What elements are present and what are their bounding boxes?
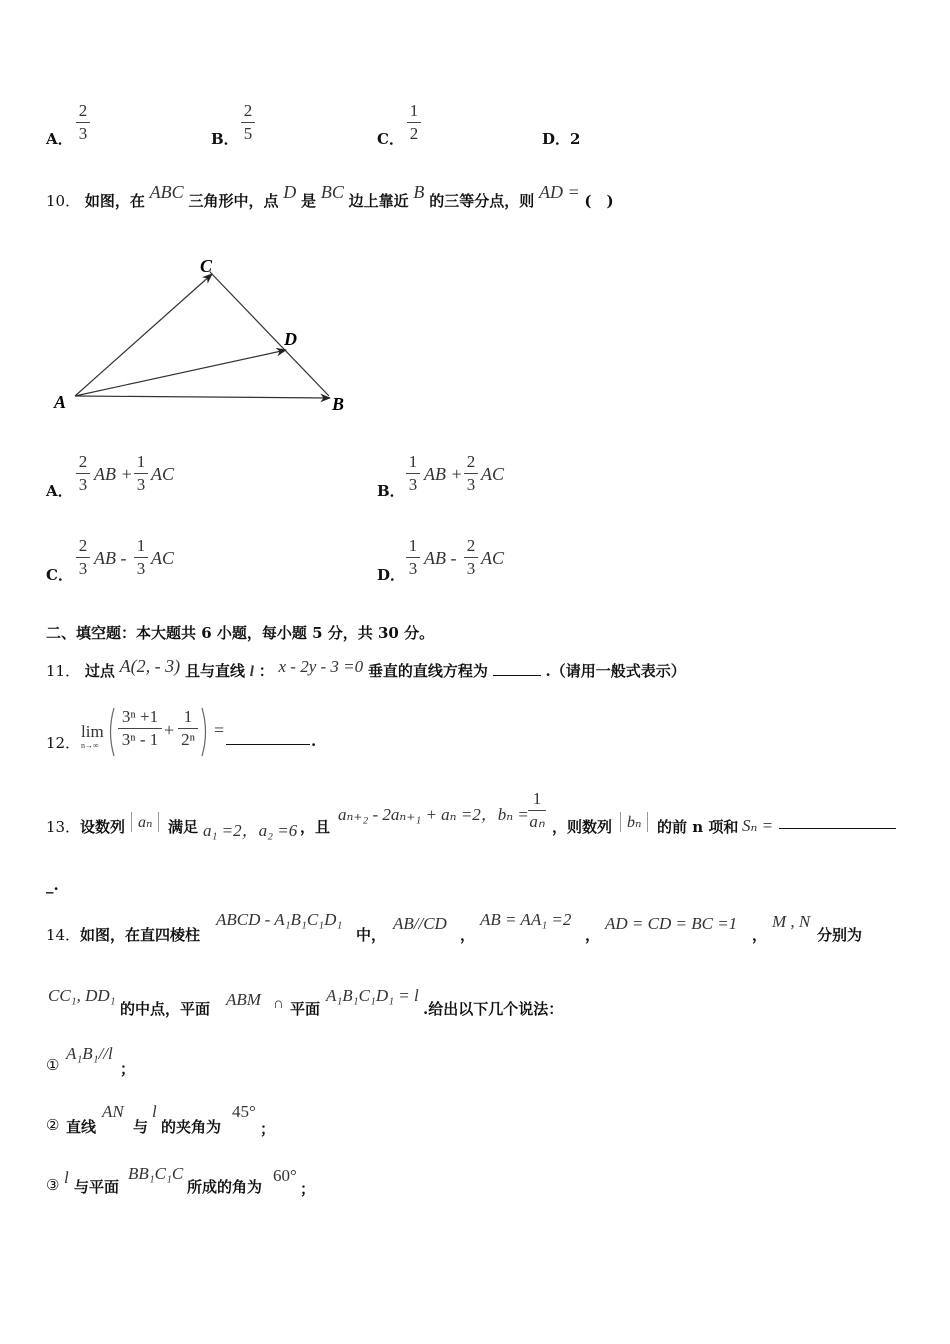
q9-option-b-label: B．	[211, 130, 239, 148]
q13-math-sn: Sₙ =	[742, 816, 774, 835]
q10-text: 的三等分点，则	[429, 192, 535, 210]
q10-text: 是	[301, 192, 317, 210]
q12-right-paren	[200, 706, 210, 758]
section-2-title: 二、填空题：本大题共 6 小题，每小题 5 分，共 30 分。	[46, 624, 435, 642]
label-a: A	[54, 392, 67, 412]
q14-text: 分别为	[817, 926, 863, 944]
q14-statement-3-l: l	[64, 1168, 69, 1187]
q11-colon: ：	[258, 662, 274, 680]
q10-option-a-end: AC	[151, 464, 175, 484]
q14-text: ，	[752, 926, 768, 944]
q10-option-d-frac1: 1 3	[406, 537, 420, 578]
q13-answer-blank[interactable]	[779, 812, 896, 829]
q14-text: 如图，在直四棱柱	[80, 926, 201, 944]
q9-option-c-fraction: 1 2	[407, 102, 421, 143]
q14-statement-3-end: ；	[300, 1180, 316, 1198]
q13-text: 满足	[168, 818, 199, 836]
q12-end: .	[311, 732, 317, 750]
label-d: D	[284, 329, 297, 349]
q10-option-d-frac2: 2 3	[464, 537, 478, 578]
q11-text: 且与直线	[184, 662, 245, 680]
q10-option-b-mid: AB +	[424, 464, 463, 484]
q10-stem	[46, 182, 614, 211]
q13-math-recurrence: aₙ₊₂ - 2aₙ₊₁ + aₙ =2，bₙ =	[338, 805, 529, 824]
q14-text: ，	[585, 926, 601, 944]
q13-math-initial: a₁ =2，a₂ =6	[203, 821, 298, 840]
q12-fraction-1: 3ⁿ +1 3ⁿ - 1	[118, 708, 162, 749]
q10-option-a-label: A．	[46, 482, 73, 500]
q13-number: 13．	[46, 818, 81, 836]
q10-option-c-label: C．	[46, 566, 73, 584]
q14-statement-2-l: l	[152, 1102, 157, 1121]
q14-statement-3-mark: ③	[46, 1176, 60, 1194]
q14-math-midpoints: CC₁, DD₁	[48, 986, 116, 1005]
q11-number: 11．	[46, 662, 81, 680]
q10-text: 如图，在	[84, 192, 145, 210]
q13-tail: _.	[46, 876, 59, 894]
q11	[46, 656, 686, 681]
q14-number: 14．	[46, 926, 81, 944]
q14-text: 平面	[290, 1000, 321, 1018]
q10-option-c-mid: AB -	[94, 548, 127, 568]
q10-option-a-frac2: 1 3	[134, 453, 148, 494]
q10-math-b: B	[413, 182, 425, 202]
triangle-figure	[40, 250, 370, 425]
label-c: C	[200, 256, 213, 276]
q14-math-parallel: AB//CD	[393, 914, 447, 933]
q10-option-a-frac1: 2 3	[76, 453, 90, 494]
q10-option-b-frac1: 1 3	[406, 453, 420, 494]
q13-math-an: aₙ	[131, 812, 159, 832]
vector-ac	[75, 274, 212, 396]
q10-option-c-end: AC	[151, 548, 175, 568]
q13-text: ，且	[300, 818, 331, 836]
segment-cb	[210, 272, 329, 396]
q10-math-ad: AD =	[539, 182, 580, 202]
q14-text: 所成的角为	[187, 1178, 263, 1196]
q11-answer-blank[interactable]	[493, 675, 541, 676]
q12-number: 12．	[46, 734, 81, 752]
q14-math-mn: M , N	[772, 912, 811, 931]
q14-intersect: ∩	[273, 996, 284, 1012]
q14-statement-2-end: ；	[260, 1120, 276, 1138]
q14-math-prism: ABCD - A₁B₁C₁D₁	[216, 910, 343, 929]
q11-text: 垂直的直线方程为	[367, 662, 488, 680]
q11-math-point: A(2, - 3)	[119, 656, 181, 676]
q14-text: 的中点，平面	[120, 1000, 211, 1018]
q13-fraction: 1 aₙ	[529, 789, 545, 831]
q14-statement-2-mark: ②	[46, 1116, 60, 1134]
q10-number: 10．	[46, 192, 81, 210]
q14-statement-1-math: A₁B₁//l	[66, 1044, 113, 1063]
q10-option-b-frac2: 2 3	[464, 453, 478, 494]
q14-text: 直线	[66, 1118, 97, 1136]
q10-math-abc: ABC	[149, 182, 184, 202]
q12-lim-sub: n→∞	[81, 741, 99, 750]
q9-option-a-label: A．	[46, 130, 73, 148]
q12-equals: =	[214, 720, 225, 740]
q10-option-a-mid: AB +	[94, 464, 133, 484]
q9-option-a-fraction: 2 3	[76, 102, 90, 143]
q10-option-d-mid: AB -	[424, 548, 457, 568]
q10-text: 三角形中，点	[188, 192, 279, 210]
q14-statement-3-plane: BB₁C₁C	[128, 1164, 184, 1183]
q12-lim: lim	[81, 722, 104, 741]
q14-text: ，	[460, 926, 476, 944]
q11-line-l: l	[249, 664, 254, 680]
q11-text: 过点	[84, 662, 115, 680]
q10-text: 边上靠近	[348, 192, 409, 210]
q9-option-d: D．2	[542, 130, 581, 148]
q10-option-d-end: AC	[481, 548, 505, 568]
q13-math-bn: bₙ	[620, 812, 648, 832]
q12-left-paren	[106, 706, 116, 758]
q9-option-c-label: C．	[377, 130, 404, 148]
q10-option-c-frac2: 1 3	[134, 537, 148, 578]
q12-answer-blank[interactable]	[226, 728, 310, 745]
q14-math-plane: A₁B₁C₁D₁ = l	[326, 986, 419, 1005]
q10-option-d-label: D．	[377, 566, 406, 584]
q14-math-abm: ABM	[226, 990, 261, 1009]
q14-statement-2-angle: 45°	[232, 1102, 256, 1121]
q14-text: 与平面	[74, 1178, 120, 1196]
q13-text: ，则数列	[552, 818, 613, 836]
q12-fraction-2: 1 2ⁿ	[178, 708, 198, 749]
q10-option-c-frac1: 2 3	[76, 537, 90, 578]
q10-option-b-end: AC	[481, 464, 505, 484]
q11-math-line: x - 2y - 3 =0	[278, 657, 364, 676]
q10-math-d: D	[283, 182, 297, 202]
q14-text: .给出以下几个说法：	[423, 1000, 564, 1018]
q14-statement-3-angle: 60°	[273, 1166, 297, 1185]
q14-math-lengths-2: AD = CD = BC =1	[605, 914, 738, 933]
q14-text: 中，	[356, 926, 387, 944]
q11-text: .（请用一般式表示）	[545, 662, 686, 680]
q13-text: 设数列	[80, 818, 126, 836]
q10-blank-parens: ( )	[584, 192, 614, 210]
q14-text: 的夹角为	[161, 1118, 222, 1136]
vector-ab	[75, 396, 330, 398]
vector-ad	[75, 350, 286, 396]
q14-math-lengths-1: AB = AA₁ =2	[480, 910, 572, 929]
q14-text: 与	[133, 1118, 149, 1136]
q10-option-b-label: B．	[377, 482, 405, 500]
q10-math-bc: BC	[320, 182, 344, 202]
label-b: B	[332, 394, 345, 414]
q14-statement-1-mark: ①	[46, 1056, 60, 1074]
q13-text: 的前 n 项和	[657, 818, 739, 836]
q12-plus: +	[164, 720, 175, 740]
q14-statement-2-an: AN	[102, 1102, 124, 1121]
q14-statement-1-end: ；	[120, 1060, 136, 1078]
q9-option-b-fraction: 2 5	[241, 102, 255, 143]
